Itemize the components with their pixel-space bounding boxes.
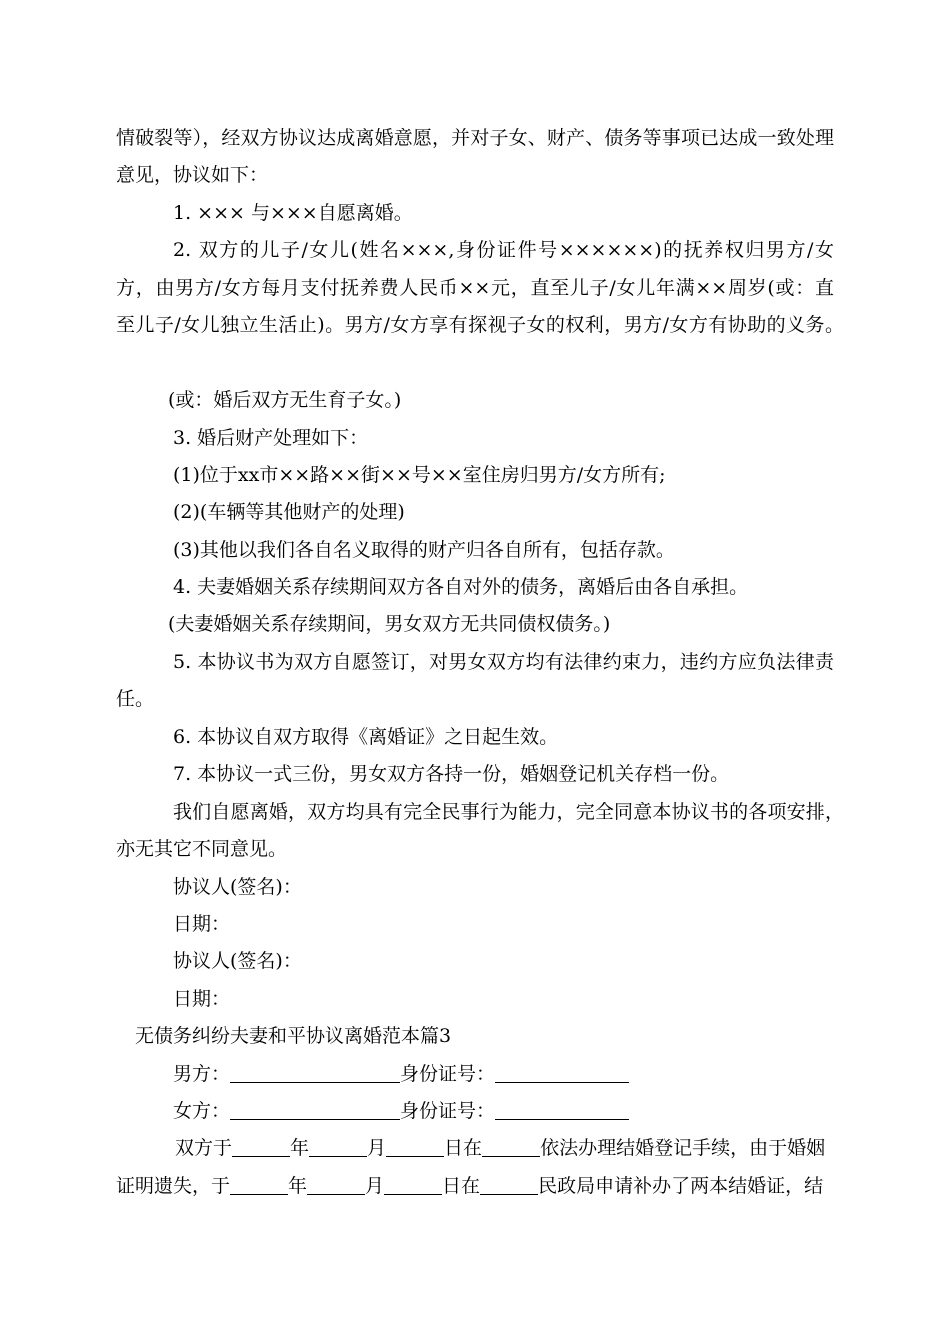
paragraph-line: 情破裂等），经双方协议达成离婚意愿，并对子女、财产、债务等事项已达成一致处理 (116, 127, 834, 149)
id-label: 身份证号： (400, 1063, 496, 1085)
clause-5: 5. 本协议书为双方自愿签订，对男女双方均有法律约束力，违约方应负法律责 (173, 651, 834, 673)
place-blank[interactable] (480, 1176, 538, 1195)
day-blank[interactable] (386, 1138, 444, 1157)
date-label: 日期： (173, 988, 231, 1010)
clause-1: 1. ××× 与×××自愿离婚。 (173, 202, 413, 224)
female-name-blank[interactable] (230, 1101, 400, 1120)
note-line: (夫妻婚姻关系存续期间，男女双方无共同债权债务。) (168, 613, 611, 635)
clause-3: 3. 婚后财产处理如下： (173, 427, 369, 449)
paragraph-line: 亦无其它不同意见。 (116, 838, 288, 860)
male-line (173, 1062, 629, 1086)
place-blank[interactable] (482, 1138, 540, 1157)
paragraph-line: 我们自愿离婚，双方均具有完全民事行为能力，完全同意本协议书的各项安排， (173, 801, 844, 823)
paragraph-line: 意见，协议如下： (116, 164, 269, 186)
female-line (173, 1099, 629, 1123)
male-id-blank[interactable] (495, 1064, 629, 1083)
section-heading: 无债务纠纷夫妻和平协议离婚范本篇3 (135, 1025, 452, 1047)
female-id-blank[interactable] (495, 1101, 629, 1120)
male-name-blank[interactable] (230, 1064, 400, 1083)
date-label: 日期： (173, 913, 231, 935)
sub-clause: (3)其他以我们各自名义取得的财产归各自所有，包括存款。 (173, 539, 675, 561)
paragraph-line: 方，由男方/女方每月支付抚养费人民币××元，直至儿子/女儿年满××周岁(或：直 (116, 277, 834, 299)
note-line: (或：婚后双方无生育子女。) (168, 389, 402, 411)
paragraph-line: 双方于 年 月 日在 依法办理结婚登记手续，由于婚姻 (175, 1137, 826, 1159)
year-blank[interactable] (232, 1138, 290, 1157)
male-label: 男方： (173, 1063, 231, 1085)
month-blank[interactable] (307, 1176, 365, 1195)
paragraph-line: 至儿子/女儿独立生活止)。男方/女方享有探视子女的权利，男方/女方有协助的义务。 (116, 314, 844, 336)
clause-2: 2. 双方的儿子/女儿(姓名×××,身份证件号××××××)的抚养权归男方/女 (173, 239, 834, 261)
clause-6: 6. 本协议自双方取得《离婚证》之日起生效。 (173, 726, 559, 748)
signature-label: 协议人(签名)： (173, 950, 302, 972)
day-blank[interactable] (384, 1176, 442, 1195)
year-blank[interactable] (230, 1176, 288, 1195)
clause-7: 7. 本协议一式三份，男女双方各持一份，婚姻登记机关存档一份。 (173, 763, 730, 785)
paragraph-line: 任。 (116, 688, 155, 710)
sub-clause: (2)(车辆等其他财产的处理) (173, 501, 405, 523)
sub-clause: (1)位于xx市××路××街××号××室住房归男方/女方所有; (173, 464, 666, 486)
paragraph-line: 证明遗失，于 年 月 日在 民政局申请补办了两本结婚证，结 (116, 1175, 824, 1197)
signature-label: 协议人(签名)： (173, 876, 302, 898)
clause-4: 4. 夫妻婚姻关系存续期间双方各自对外的债务，离婚后由各自承担。 (173, 576, 749, 598)
id-label: 身份证号： (400, 1100, 496, 1122)
month-blank[interactable] (309, 1138, 367, 1157)
female-label: 女方： (173, 1100, 231, 1122)
